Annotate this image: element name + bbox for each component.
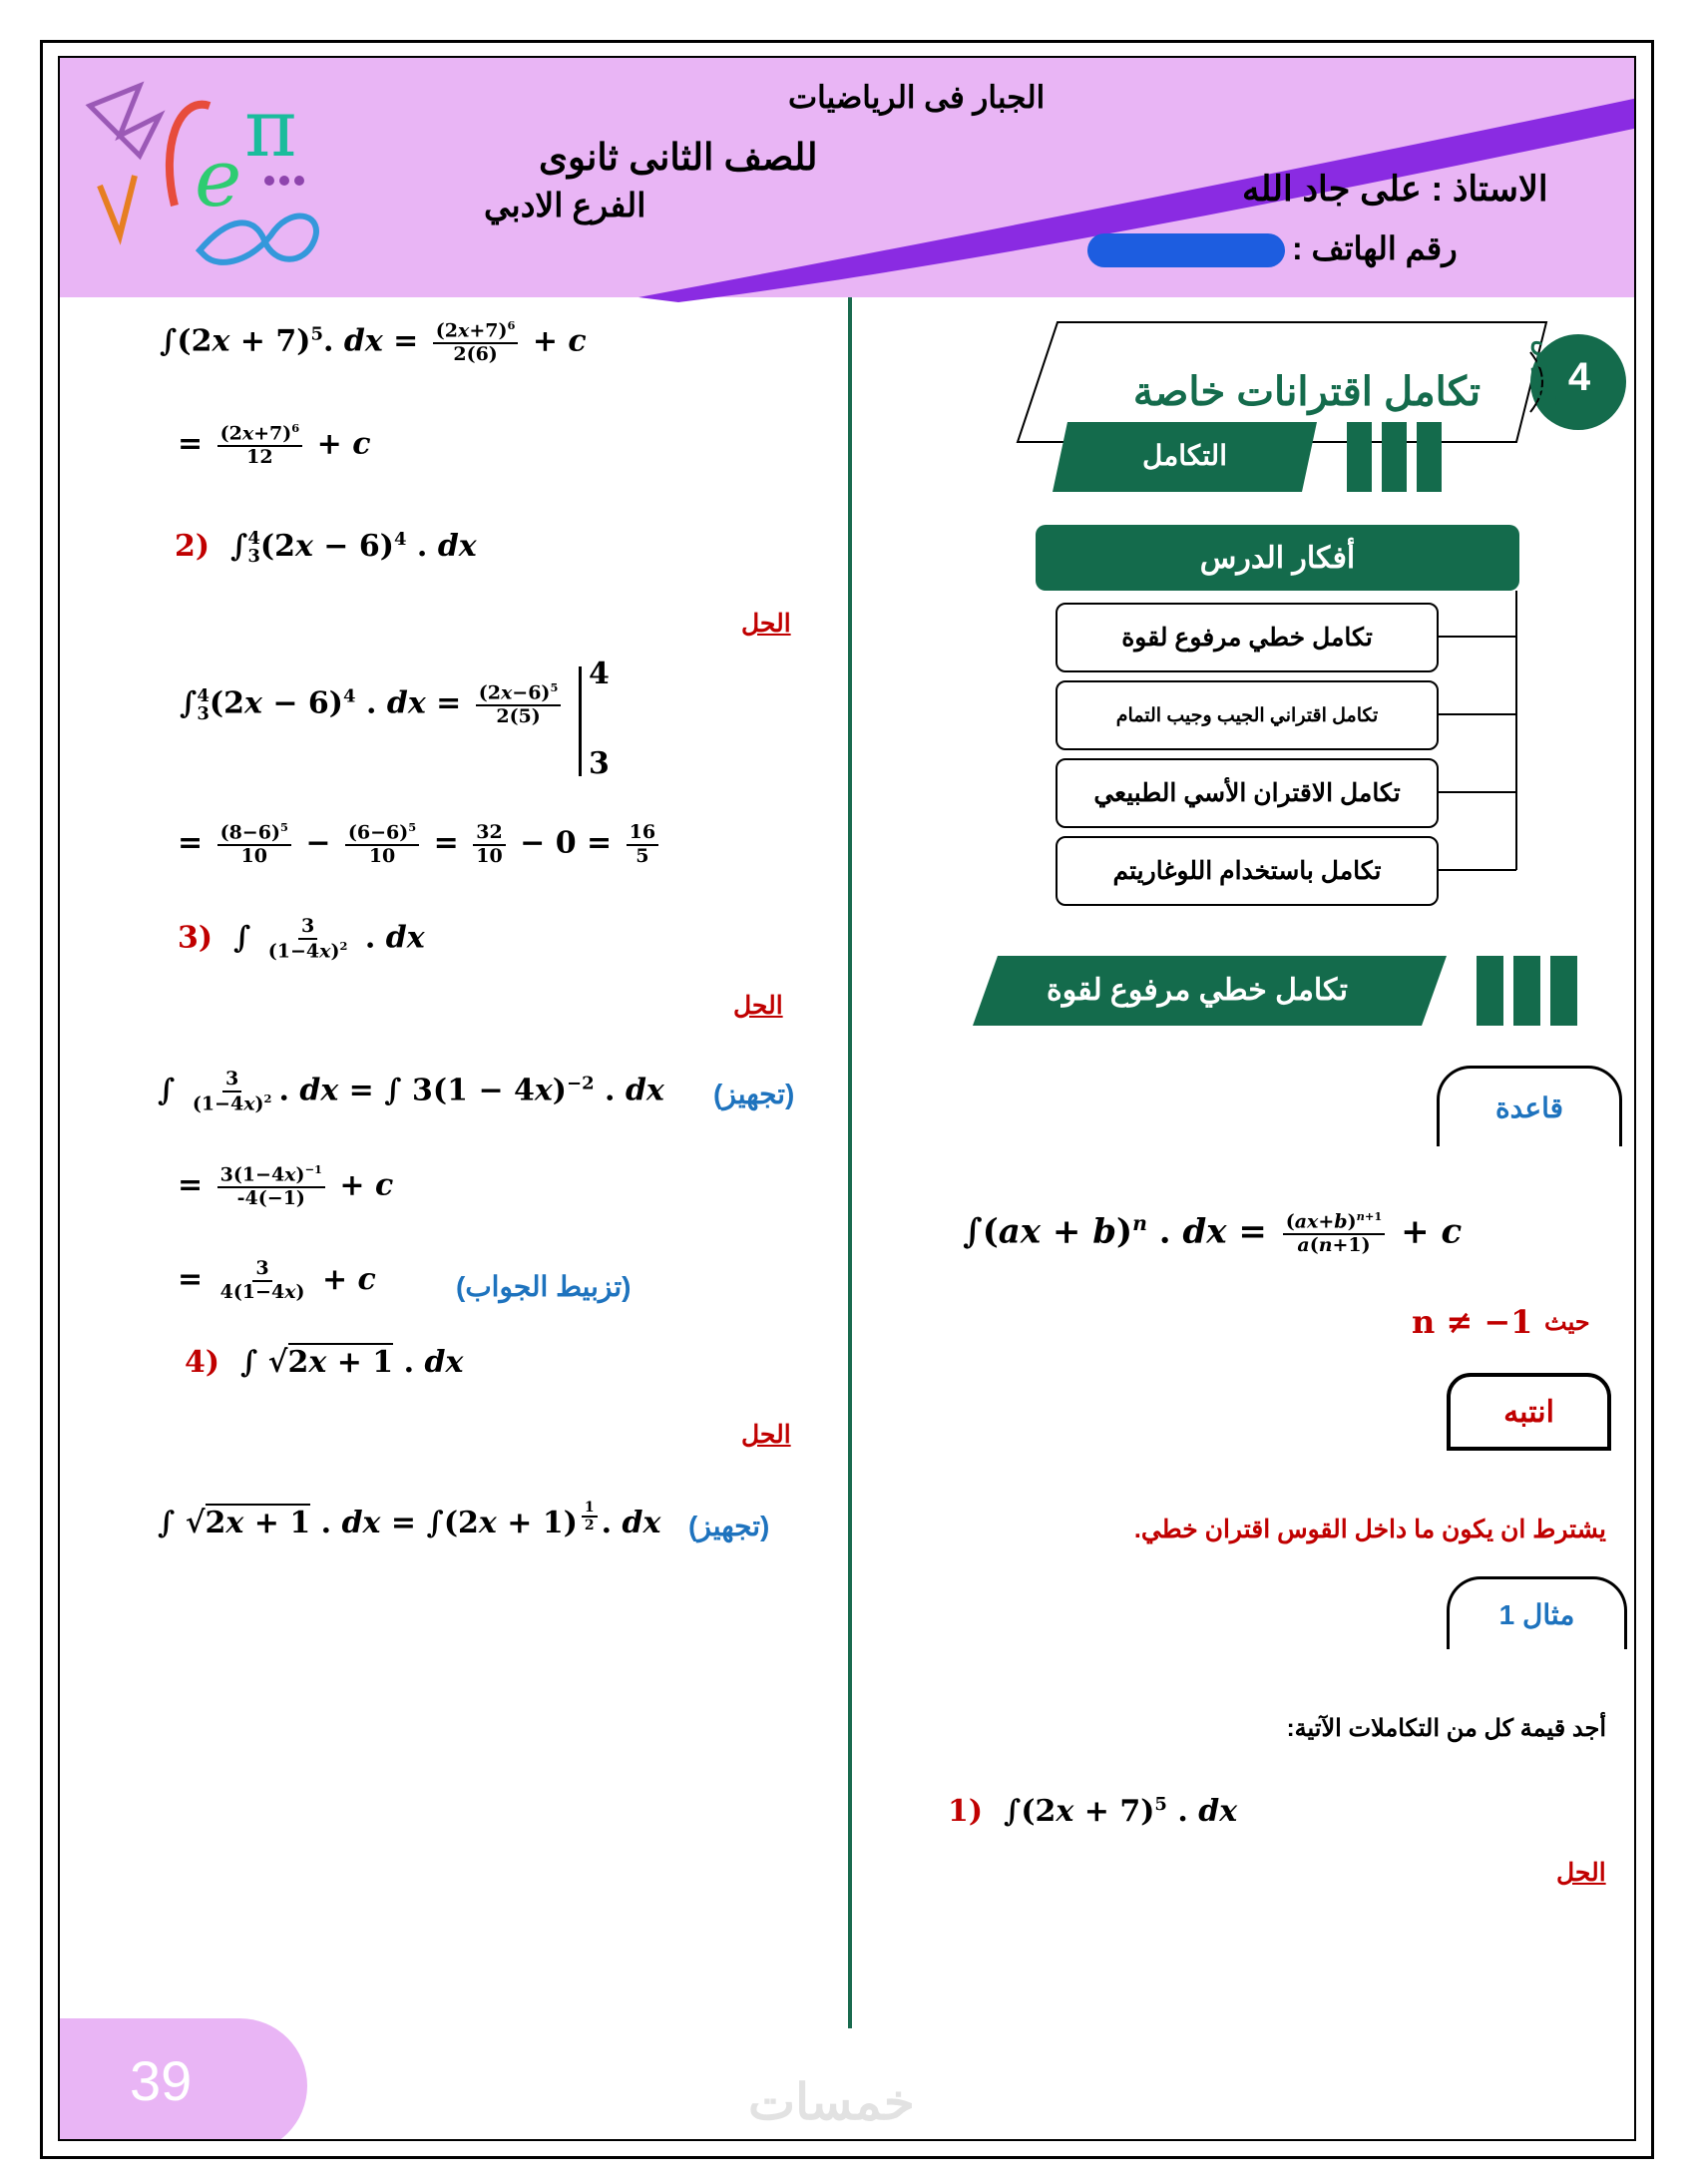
example-tab: مثال 1 <box>1447 1576 1627 1649</box>
watermark: خمسات <box>748 2074 915 2130</box>
ex3-step-2: = $\frac{3(1-4x)^{-1}}{-4(-1)}$ + c <box>178 1162 394 1210</box>
rule-condition-word: حيث <box>1544 1309 1590 1336</box>
math-logo-icon <box>80 66 339 265</box>
page-frame <box>58 56 1636 2141</box>
ideas-tree-lines <box>1432 591 1571 920</box>
attention-tab: انتبه <box>1447 1373 1611 1451</box>
svg-text:π: π <box>244 82 297 175</box>
header-grade: للصف الثانى ثانوى <box>539 137 818 178</box>
section-title: تكامل خطي مرفوع لقوة <box>1047 974 1348 1007</box>
example-instruction: أجد قيمة كل من التكاملات الآتية: <box>1286 1715 1606 1742</box>
prep-note: (تجهيز) <box>688 1511 770 1541</box>
example-2-number: 2) <box>175 529 211 564</box>
header-teacher: الاستاذ : على جاد الله <box>1242 170 1548 209</box>
attention-text: يشترط ان يكون ما داخل القوس اقتران خطي. <box>1133 1516 1606 1543</box>
lesson-title: تكامل اقترانات خاصة <box>1132 370 1482 414</box>
idea-item: تكامل اقتراني الجيب وجيب التمام <box>1056 680 1439 750</box>
lesson-word: الدرس <box>1531 339 1559 408</box>
ex2-step-1: ∫ 4 3 $(2x - 6)^4$ . dx = $\frac{(2x-6)^5}{2(5)}$ <box>180 681 565 728</box>
lower-limit: 3 <box>589 746 610 781</box>
page-number: 39 <box>130 2049 193 2112</box>
solution-label: الحل <box>741 610 791 638</box>
ex4-step-1: ∫ √2x + 1 . dx = ∫(2x + 1) $^{\frac{1}{2}}$ . dx <box>158 1500 661 1541</box>
example-1-problem: 1) $\int(2x + 7)^5$ . dx <box>948 1794 1238 1829</box>
ex3-step-1: ∫ $\frac{3}{(1-4x)^2}$ . dx = ∫ $3(1 - 4x)^{-2}$ . dx <box>158 1068 664 1115</box>
prep-note: (تجهيز) <box>713 1079 795 1109</box>
idea-item: تكامل باستخدام اللوغاريتم <box>1056 836 1439 906</box>
header-branch: الفرع الادبي <box>484 187 646 223</box>
svg-text:e: e <box>195 132 242 224</box>
simplify-note: (تزبيط الجواب) <box>456 1271 632 1302</box>
upper-limit: 4 <box>589 656 610 691</box>
example-2-problem: 2) ∫ 4 3 $(2x - 6)^4$ . dx <box>175 528 477 567</box>
idea-item: تكامل الاقتران الأسي الطبيعي <box>1056 758 1439 828</box>
ex1-step-2: = $\frac{(2x+7)^6}{12}$ + c <box>178 421 371 469</box>
rule-condition: n ≠ −1 <box>1412 1303 1533 1341</box>
unit-label: التكامل <box>1142 440 1227 471</box>
phone-redacted <box>1087 233 1285 267</box>
example-1-number: 1) <box>948 1794 984 1829</box>
rule-tab: قاعدة <box>1437 1066 1622 1146</box>
example-4-problem: 4) ∫ √2x + 1 . dx <box>185 1345 464 1380</box>
ex3-step-3: = $\frac{3}{4(1-4x)}$ + c <box>178 1257 376 1303</box>
solution-label: الحل <box>733 992 783 1020</box>
example-3-number: 3) <box>178 920 213 956</box>
solution-label: الحل <box>741 1421 791 1449</box>
ex2-step-2: = $\frac{(8-6)^5}{10}$ − $\frac{(6-6)^5}{10}$ = $\frac{32}{10}$ − 0 = $\frac{16}{5}$ <box>178 821 662 868</box>
ex1-step-1: $\int(2x + 7)^5$. dx = $\frac{(2x+7)^6}{2(6)}$ + c <box>160 318 587 366</box>
example-4-number: 4) <box>185 1345 220 1380</box>
idea-item: تكامل خطي مرفوع لقوة <box>1056 603 1439 672</box>
header-phone-label: رقم الهاتف : <box>1292 230 1458 266</box>
example-3-problem: 3) ∫ $\frac{3}{(1-4x)^2}$ . dx <box>178 915 425 963</box>
rule-formula: ∫(ax + b)$^n$ . dx = $\frac{(ax+b)^{n+1}}{a(n+1)}$ + c <box>963 1209 1463 1257</box>
ideas-header: أفكار الدرس <box>1036 525 1519 591</box>
column-divider <box>848 297 852 2028</box>
header-title: الجبار فى الرياضيات <box>788 80 1046 115</box>
solution-label: الحل <box>1556 1859 1606 1887</box>
lesson-number: 4 <box>1567 355 1591 399</box>
evaluation-bar <box>579 666 582 776</box>
